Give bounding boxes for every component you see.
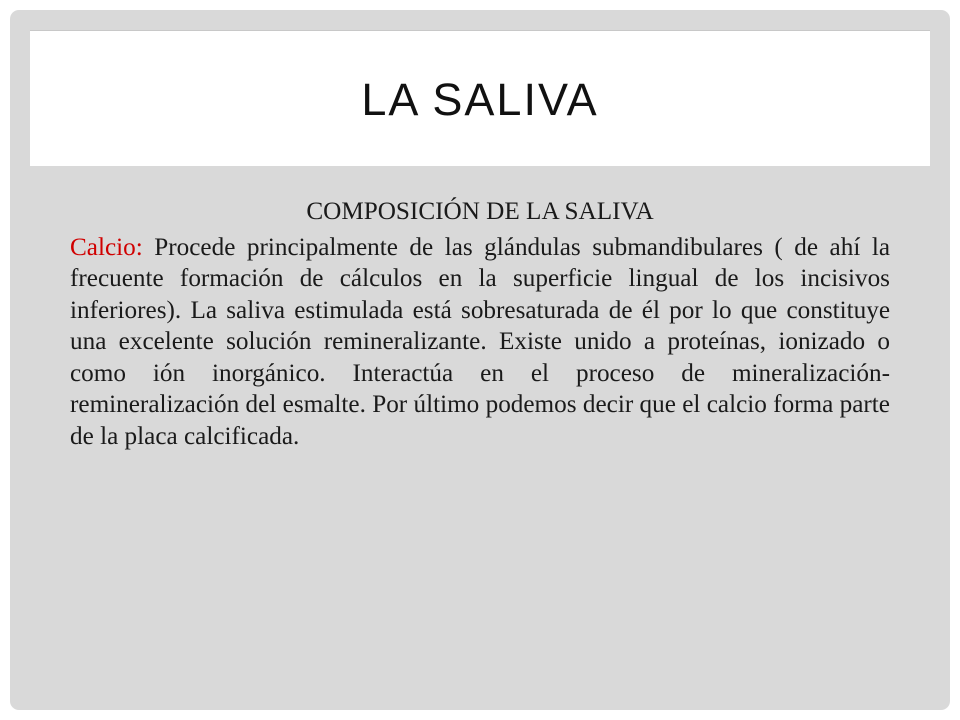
body-paragraph bbox=[70, 232, 890, 453]
slide-title: LA SALIVA bbox=[361, 74, 599, 125]
keyword-calcio: Calcio: bbox=[70, 233, 143, 261]
section-heading: COMPOSICIÓN DE LA SALIVA bbox=[306, 198, 654, 225]
slide bbox=[10, 10, 950, 710]
slide-content bbox=[70, 196, 890, 452]
title-box bbox=[30, 30, 930, 166]
paragraph-text: Procede principalmente de las glándulas submandibulares ( de ahí la frecuente formación de cálculos en la superficie lingual de los incisivos inferiores). La saliva estimulada está sobresaturada de él por lo que constituye una excelente solución remineralizante. Existe unido a proteínas, ionizado o como ión inorgánico. Interactúa en el proceso de mineralización-remineralización del esmalte. Por último podemos decir que el calcio forma parte de la placa calcificada. bbox=[70, 233, 890, 450]
